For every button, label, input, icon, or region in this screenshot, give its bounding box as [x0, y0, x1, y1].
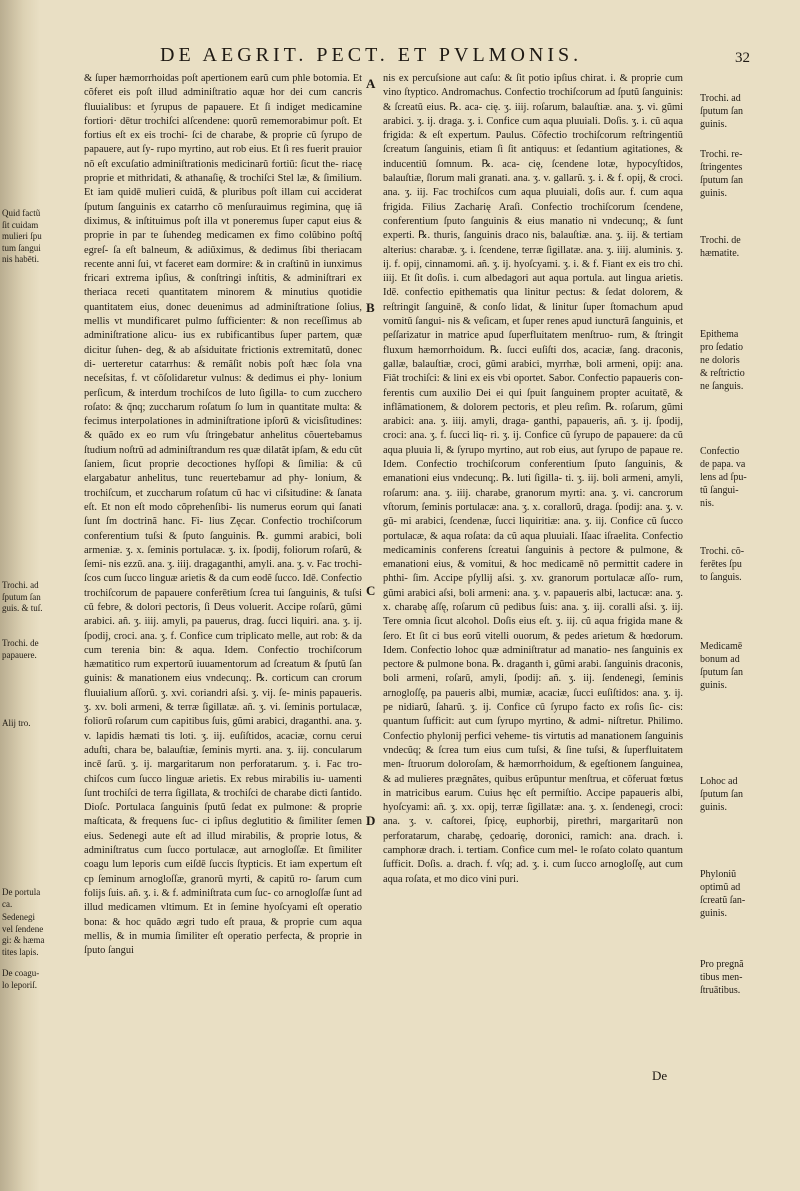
left-column	[84, 72, 362, 1072]
page-number: 32	[735, 50, 750, 66]
margin-note: Quid factũ ſit cuidam mulieri ſpu tum ſangui nis habēti.	[2, 208, 42, 264]
margin-note: De portula ca.	[2, 887, 41, 909]
margin-note: Medicamē bonum ad ſputum ſan guinis.	[700, 641, 744, 691]
section-letter-a: A	[366, 76, 376, 91]
margin-note: Epithema pro ſedatio ne doloris & reſtrictio ne ſanguis.	[700, 329, 745, 392]
right-column	[383, 72, 683, 1072]
left-column-text: & ſuper hæmorrhoidas poſt apertionem earũ cum phle botomia. Et cõferet eis poſt illud adminiſtratio aquæ hor dei cum cancris fluuialibus: et ſyrupus de papauere. Et ſi indiget medicamine fortiori· dētur trochiſci alſcendene: quorũ rememorabimur poſt. Et fortius eſt ex eis trochi- ſci de charabe, & proprie cũ ſyrupo de papauere, aut ſy- rupo myrtino, aut rob eius. Et ſi res fuerit prauior nõ eſt excuſatio adminiſtrationis medicinarũ fortiũ: ſicut the- riacę proprie et mithridati, & athanaſię, & trochiſci Stel læ, & ſimilium. Et iam quidē mulieri cuidã, & pluribus poſt illam cui acciderat ſputum ſanguinis ex catarrho cõ menſurauimus regimina, quę iã diximus, & inſtituimus poſt illa vt poneremus ſuper caput eius & proprie in par te ſuhendeg medicamen ex fimo colũbino poſtq̃ egreſ- ſa eſt balneum, & adiũximus, & dedimus ſibi theriacam recente anni ſui, vt faceret eam dormire: & in craſtinũ in iunximus fricari extrema ipſius, & conſtringi inſtitis, & adminiſtrari ex theriaca receti quantitatem minorem & minutius quotidie quantitatem eius, donec deuenimus ad adminiſtratione ſolius, mellis vt mundificaret pulmo ſufficienter: & non receſſimus ab adminiſtratione alicu- ius ex rubificantibus ſuper partem, quæ dicitur ſuhen- deg, & ab aſsiduitate frictionis extremitatũ, donec di- uerteretur catarrhus: & remãſit nobis poſt hæc ſola vna neceſsitas, f. vt cõſolidaretur vulnus: & dedimus ei phy- lonium perſicum, & interdum trochiſcos de luto ſigilla- to cum zucchero roſato: & q̃nq; zuccharum roſatum ſo lum in quantitate multa: & fecimus interpolationes in adminiſtratione ipſorũ & vicisſitudines: & quãdo ex eo rum vſu ſtringebatur anhelitus cõuertebamus ſtudium noſtrũ ad adminiſtrandum res quæ dilatãt ipſam, & edu cũt ſaniem, ſicut proprie decoctiones hyſſopi & ſimilia: & cũ elargabatur anhelitus, tunc reuertebamur ad phy- lonium, & trochiſcum, et zuccharum roſatum cũ hac vi ciſsitudine: & ſanata eſt. Et non eſt modo cõprehenſibi- lis numerus eorum qui ſanati ſunt ſm doctrinã hanc. Fi- lius Zęcar. Confectio trochiſcorum conferentium tuſsi & ſputo ſanguinis. ℞. gummi arabici, boli armeniæ. ʒ. x. ſeminis portulacæ. ʒ. ix. ſpodij, foliorum roſarũ, & ſemi- nis ezzũ. ana. ʒ. iiij. dragaganthi, amyli. ana. ʒ. v. Fac trochi- ſcos cum ſucco linguæ arietis & da cum eodẽ ſucco. Idē. Confectio trochiſcorum de papauere conferētium ſcrea tui ſanguinis, & tuſsi cũ febre, & dolori pectoris, ſi Deus voluerit. Accipe roſarũ, gũmi arabici. añ. ʒ. iiij. amyli, pa pauerus, drag. ſucci liquiri. ana. ʒ. ij. ſpodij, croci. ana. ʒ. f. Confice cum triplicato melle, aut rob: & da cum terenia bin: & aqua. Idem. Confectio trochiſcorum hæmatitico rum expertorũ iuuamentorum ad ſcreatum & ſputũ ſan guinis: & manationem eius vndecunq;. ℞. corticum can crorum fluuialium aſſorũ. ʒ. xvi. coriandri aſsi. ʒ. vij. ſe- minis papaueris. ʒ. xv. boli armeni, & terræ ſigillatæ. añ. ʒ. vi. ſeminis portulacæ, foliorũ roſarum cum capitibus ſuis, gũmi arabici, draganthi. ana. ʒ. v. lapidis hæmati tis loti. ʒ. iij. euſiſtidos, acaciæ, cornu cerui aduſti, chara be, balauſtiæ, ſeminis myrti. ana. ʒ. iij. concularum incē ſarũ. ʒ. ij. margaritarum non perforatarum. ʒ. i. Fac tro- chiſcos cum ſucco linguæ arietis. Ex rebus mirabilis iu- uamenti ſunt trochiſci de terra ſigillata, & trochiſci de charabe dicti ſantido. Dioſc. Portulaca ſanguinis ſputũ ſedat ex pulmone: & proprie maſticata, & frequens ſuc- ci ipſius deglutitio & ſimiliter ſemen eius. Sedenegi aute eſt ad illud mirabilis, & proprie lotus, & adminiſtratus cum ſucco portulacæ, aut arnogloſſæ. Et ſimiliter coagu lum leporis cum eiſdē ſuccis ſtypticis. Et iam expertum eſt cp ſeminum arnogloſſæ, granorũ myrti, & capitũ ro- ſarum cum folijs ſuis. añ. ʒ. i. & f. adminiſtrata cum ſuc- co arnogloſſæ ſunt ad illud medicamen vltimum. Et in ſemine hyoſcyami eſt operatio bona: & hoc quãdo ægri tudo eſt praua, & proprie cum aqua mellis, & in mumia ſimiliter eſt operatio perfecta, & proprie in ſputo ſangui	[84, 73, 362, 957]
page-title: DE AEGRIT. PECT. ET PVLMONIS.	[160, 44, 583, 66]
margin-note: Phyloniũ optimũ ad ſcreatũ ſan- guinis.	[700, 869, 746, 919]
margin-note: Trochi. ad ſputum ſan guinis.	[700, 93, 744, 130]
margin-note: Trochi. re- ſtringentes ſputum ſan guinis.	[700, 149, 744, 199]
margin-note: Confectio de papa. va lens ad ſpu- tũ ſangui- nis.	[700, 446, 747, 509]
running-header	[100, 44, 780, 74]
section-letter-b: B	[366, 300, 375, 315]
margin-note: Sedenegi vel ſendene gi: & hæma tites lapis.	[2, 912, 45, 957]
catchword: De	[652, 1068, 668, 1083]
margin-note: Trochi. de hæmatite.	[700, 235, 741, 259]
margin-note: Trochi. ad ſputum ſan guis. & tuſ.	[2, 580, 43, 613]
margin-note: Alij tro.	[2, 718, 31, 728]
section-letter-d: D	[366, 813, 376, 828]
margin-note: De coagu- lo leporiſ.	[2, 968, 40, 990]
margin-note: Lohoc ad ſputum ſan guinis.	[700, 776, 744, 813]
right-column-text: nis ex percuſsione aut caſu: & ſit potio ipſius chirat. i. & proprie cum vino ſtyptico. Andromachus. Confectio trochiſcorum ad ſputũ ſanguinis: & ſcreatũ eius. ℞. aca- cię. ʒ. iiij. roſarum, balauſtiæ. ana. ʒ. vi. gũmi arabici. ʒ. ij. draga. ʒ. i. Confice cum aqua pluuiali. Doſis. ʒ. i. cũ aqua frigida: & eſt expertum. Paulus. Cõfectio trochiſcorum reſtringentiũ ſcreatum ſanguinis, etiam ſi ſit antiquus: et ſedantium agitationes, & inducentiũ ſomnum. ℞. aca- cię, ſcendene lotæ, hypocyſtidos, balauſtiæ, ſlorum mali granati. ana. ʒ. v. gallarũ. ʒ. i. & f. opij, & croci. ana. ʒ. iij. Fac trochiſcos cum aqua pluuiali, doſis aur. f. cum aqua frigida. Filius Zacharię Araſi. Confectio trochiſcorum ſcendene, conferentium ſputo ſanguinis & eius manatio ni vndecunq;, & ſunt experti. ℞. thuris, ſanguinis draco nis, balauſtiæ. ana. ʒ. iij. & tertiam alterius: charabæ. ʒ. i. ſcendene, terræ ſigillatæ. ana. ʒ. iiij. aluminis. ʒ. ij. f. opij, cinnamomi. añ. ʒ. ij. hyoſcyami. ʒ. i. & f. Fiant ex eis tro chi. iiij. Et ſit doſis. i. cum albedagori aut aqua portula. aut lingua arietis. Idē. confectio epithematis qua linitur pectus: & ſedat dolorem, & reſtringit ſanguinē, & conſo lidat, & linitur ſuper ſtomachum apud vomitũ ſangui- nis & veſicam, et ſuper renes apud iuncturã ſanguinis, et peſſarizatur in matrice apud ſuperfluitatem menſtruo- rum, & ſtringit fluxum hæmorrhoidum. ℞. ſucci euſiſti dos, acaciæ, ſang. draconis, gallæ, balauſtiæ, croci, gũmi arabici, myrrhæ, boli armeni, opij: ana. Fiãt trochiſci: & lini ex eis vbi oportet. Sabor. Confectio papaueris con- ferentis cum auxilio Dei ei qui ſpuit ſanguinem propter acuitatē, & inflãmationem, & dolorem pectoris, et pleu reſim. ℞. roſarum, gũmi arabici: ana. ʒ. iiij. amyli, draga- ganthi, papaueris, añ. ʒ. ij. ſpodij, croci: ana. ʒ. f. ſucci liq- ri. ʒ. ij. Confice cũ ſyrupo de papauere: da cũ aqua pluuia li, & ſyrupo myrtino, aut rob eius, aut ſyrupo de papaue re. Idem. Confectio trochiſcorum conferentium ſputo ſanguinis, & emanationi eius vndecunq;. ℞. luti ſigilla- ti. ʒ. iij. boli armeni, amyli, roſarum: ana. ʒ. iiij. charabe, granorum myrti: ana. ʒ. vi. cancrorum vſtorum, ſeminis portulacæ: ana. ʒ. x. corallorũ, draga. ſpodij: ana. ʒ. v. gũ- mi arabici, ſcendenæ, ſucci liquiritiæ: ana. ʒ. iij. Confice cũ ſucco portulacæ, & aqua roſata: da cũ aqua pluuiali. Iſaac iſraelita. Confectio medicaminis conferens ſcreatui ſanguinis à pectore & pulmone, & emanationi eius, & vomitui, & hoc medicamē nõ permittit cadere in phthi- ſim. Accipe pſyllij aſsi. ʒ. xv. granorum portulacæ aſſo- rum, gũmi arabici aſsi, boli armeni: ana. ʒ. v. papaueris albi, lactucæ: ana. ʒ. x. charabę aſſę, roſarum cũ pedibus ſuis: ana. ʒ. iij. coralli aſsi. ʒ. iij. Tere omnia ſicut alcohol. Doſis eius eſt. ʒ. iij. cũ aqua frigida mane & ſero. Et ſit ci bus eorũ vitelli ouorum, & pedes arietum & hœdorum. Idem. Confectio lohoc quæ adminiſtratur ad manatio- nes ſanguinis ex pectore & pulmone bona. ℞. draganth i, gũmi arabi. ſanguinis draconis, boli armeni, roſarũ, amyli, ſpodij: añ. ʒ. iij. ſendenegi, ſeminis arnogloſſę, pa paueris albi, mumiæ, acaciæ, ſucci euſiſtidos: ana. ʒ. ij. pe nidiarũ, ſaharũ. ʒ. ij. Confice cũ ſyrupo facto ex roſis ſic- cis: quantum ſufficit: aut cum ſyrupo myrtino, & admi- niſtretur. Philimo. Confectio phylonij perfici veheme- tis virtutis ad manationem ſanguinis vndecũq; & ſcrea tum eius cum tuſsi, & ſine tuſsi, & ſuperfluitatem men- ſtruorum doloroſam, & hæmorrhoidum, & egeſtionem ſanguinea, & ad mulieres prægnãtes, quibus erũpuntur menſtrua, et cõferuat fœtus in matricibus earum. Cuius hęc eſt permiſtio. Accipe papaueris albi, hyoſcyami: añ. ʒ. xx. opij, terræ ſigillatæ: ana. ʒ. x. ſendenegi, croci: ana. ʒ. v. caſtorei, ſpicę, euphorbij, pirethri, margaritarũ non perforatarum, charabę, çedoarię, doronici, ramich: ana. drach. i. camphoræ drach. i. tertiam. Confice cum mel- le roſato colato quantum ſufficit. Doſis. a. drach. f. vſq; ad. ʒ. i. cum ſucco arnogloſſę, aut cum aqua roſata, et mo dico vini puri.	[383, 73, 683, 885]
margin-note: Trochi. cõ- ferētes ſpu to ſanguis.	[700, 546, 745, 583]
section-letter-c: C	[366, 583, 376, 598]
margin-note: Pro pregnã tibus men- ſtruātibus.	[700, 959, 744, 996]
margin-note: Trochi. de papauere.	[2, 638, 39, 660]
